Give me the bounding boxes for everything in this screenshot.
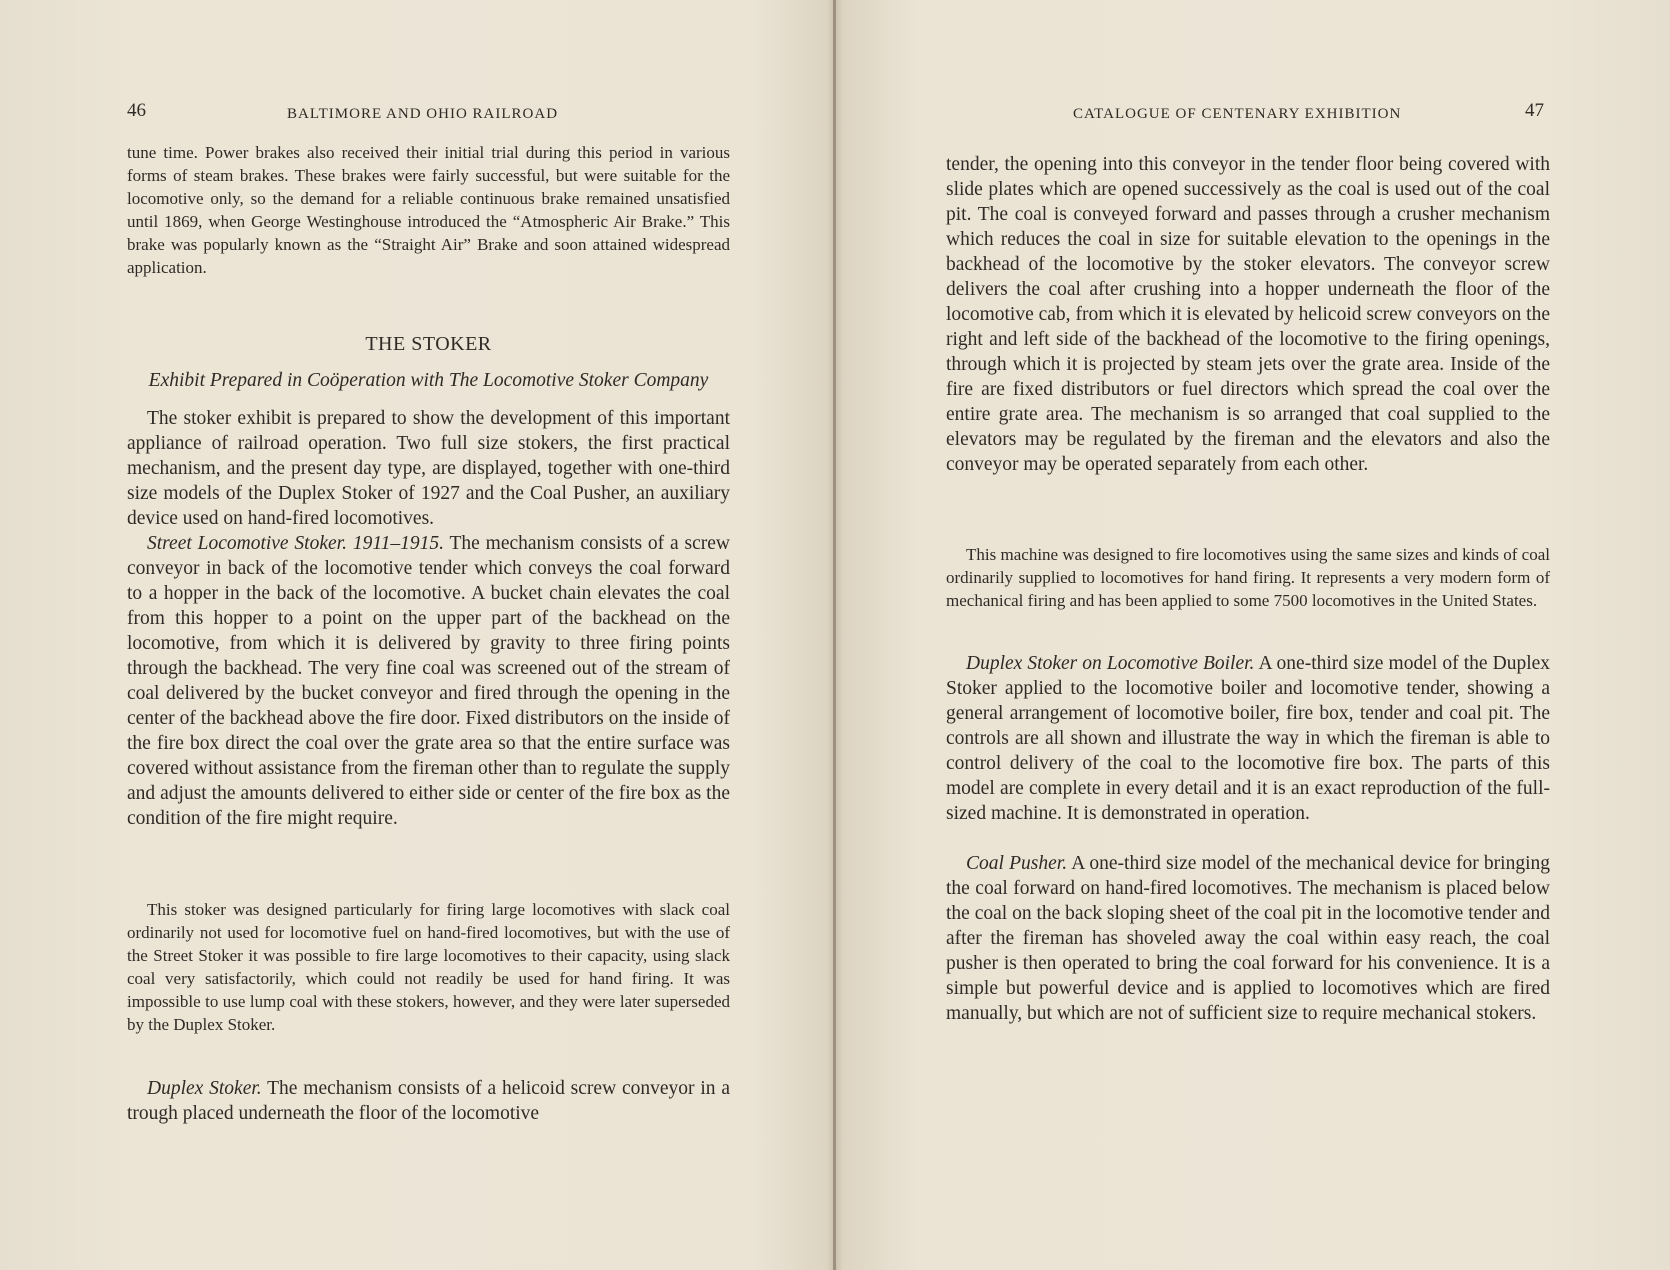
duplex-stoker-label: Duplex Stoker. [147, 1078, 262, 1099]
duplex-model-text: A one-third size model of the Duplex Stoker applied to the locomotive boiler and locomotive tender, showing a general arrangement of locomotive boiler, fire box, tender and coal pit. The controls are all shown and illustrate the way in which the fireman is able to control delivery of the coal to the locomotive fire box. The parts of this model are complete in every detail and it is an exact reproduction of the full-sized machine. It is demonstrated in operation. [946, 653, 1551, 824]
duplex-model-label: Duplex Stoker on Locomotive Boiler. [966, 653, 1255, 674]
paragraph-coal-pusher [946, 851, 1550, 1026]
left-page [0, 0, 834, 1270]
paragraph-street-stoker [127, 531, 730, 831]
paragraph-duplex-model [946, 651, 1550, 826]
section-title: THE STOKER [365, 333, 492, 355]
street-stoker-text: The mechanism consists of a screw conveyor in back of the locomotive tender which conveys the coal forward to a hopper in the back of the locomotive. A bucket chain elevates the coal from this hopper to a point on the upper part of the backhead on the locomotive, from which it is delivered by gravity to three firing points through the backhead. The very fine coal was screened out of the stream of coal delivered by the bucket conveyor and fired through the opening in the center of the backhead above the fire door. Fixed distributors on the inside of the fire box direct the coal over the grate area so that the entire surface was covered without assistance from the fireman other than to regulate the supply and adjust the amounts delivered to either side or center of the fire box as the condition of the fire might require. [127, 533, 730, 829]
paragraph-brakes: tune time. Power brakes also received their initial trial during this period in various forms of steam brakes. These brakes were fairly successful, but were suitable for the locomotive only, so the demand for a reliable continuous brake remained unsatisfied until 1869, when George Westinghouse introduced the “Atmospheric Air Brake.” This brake was popularly known as the “Straight Air” Brake and soon attained widespread application. [127, 143, 730, 277]
running-head: BALTIMORE AND OHIO RAILROAD [287, 106, 559, 122]
paragraph-machine-note: This machine was designed to fire locomotives using the same sizes and kinds of coal ordinarily supplied to locomotives for hand firing. It represents a very modern form of mechanical firing and has been applied to some 7500 locomotives in the United States. [946, 545, 1550, 610]
running-head: CATALOGUE OF CENTENARY EXHIBITION [1073, 106, 1402, 122]
coal-pusher-text: A one-third size model of the mechanical device for bringing the coal forward on hand-fired locomotives. The mechanism is placed below the coal on the back sloping sheet of the coal pit in the locomotive tender and after the fireman has shoveled away the coal within easy reach, the coal pusher is then operated to bring the coal forward for his convenience. It is a simple but powerful device and is applied to locomotives which are fired manually, but which are not of sufficient size to require mechanical stokers. [946, 853, 1550, 1024]
paragraph-tender-conveyor: tender, the opening into this conveyor in the tender floor being covered with slide plates which are opened successively as the coal is used out of the coal pit. The coal is conveyed forward and passes through a crusher mechanism which reduces the coal in size for suitable elevation to the openings in the backhead of the locomotive by the stoker elevators. The conveyor screw delivers the coal after crushing into a hopper underneath the floor of the locomotive cab, from which it is elevated by helicoid screw conveyors on the right and left side of the backhead of the locomotive to the firing openings, through which it is projected by steam jets over the grate area. Inside of the fire are fixed distributors or fuel directors which spread the coal over the entire grate area. The mechanism is so arranged that coal supplied to the elevators may be regulated by the fireman and the elevators and also the conveyor may be operated separately from each other. [946, 154, 1550, 475]
duplex-stoker-text: The mechanism consists of a helicoid screw conveyor in a trough placed underneath the floor of the locomotive [127, 1078, 731, 1124]
right-page [836, 0, 1670, 1270]
paragraph-stoker-exhibit: The stoker exhibit is prepared to show the development of this important appliance of railroad operation. Two full size stokers, the first practical mechanism, and the present day type, are displayed, together with one-third size models of the Duplex Stoker of 1927 and the Coal Pusher, an auxiliary device used on hand-fired locomotives. [127, 408, 730, 529]
section-subtitle: Exhibit Prepared in Coöperation with The Locomotive Stoker Company [148, 370, 709, 391]
street-stoker-label: Street Locomotive Stoker. 1911–1915. [147, 533, 444, 554]
page-number: 46 [127, 100, 146, 121]
page-number: 47 [1525, 100, 1544, 121]
coal-pusher-label: Coal Pusher. [966, 853, 1068, 874]
paragraph-street-stoker-note: This stoker was designed particularly for firing large locomotives with slack coal ordinarily not used for locomotive fuel on hand-fired locomotives, but with the use of the Street Stoker it was possible to fire large locomotives to their capacity, using slack coal very satisfactorily, which could not readily be used for hand firing. It was impossible to use lump coal with these stokers, however, and they were later superseded by the Duplex Stoker. [127, 900, 730, 1034]
paragraph-duplex-stoker [127, 1076, 730, 1126]
